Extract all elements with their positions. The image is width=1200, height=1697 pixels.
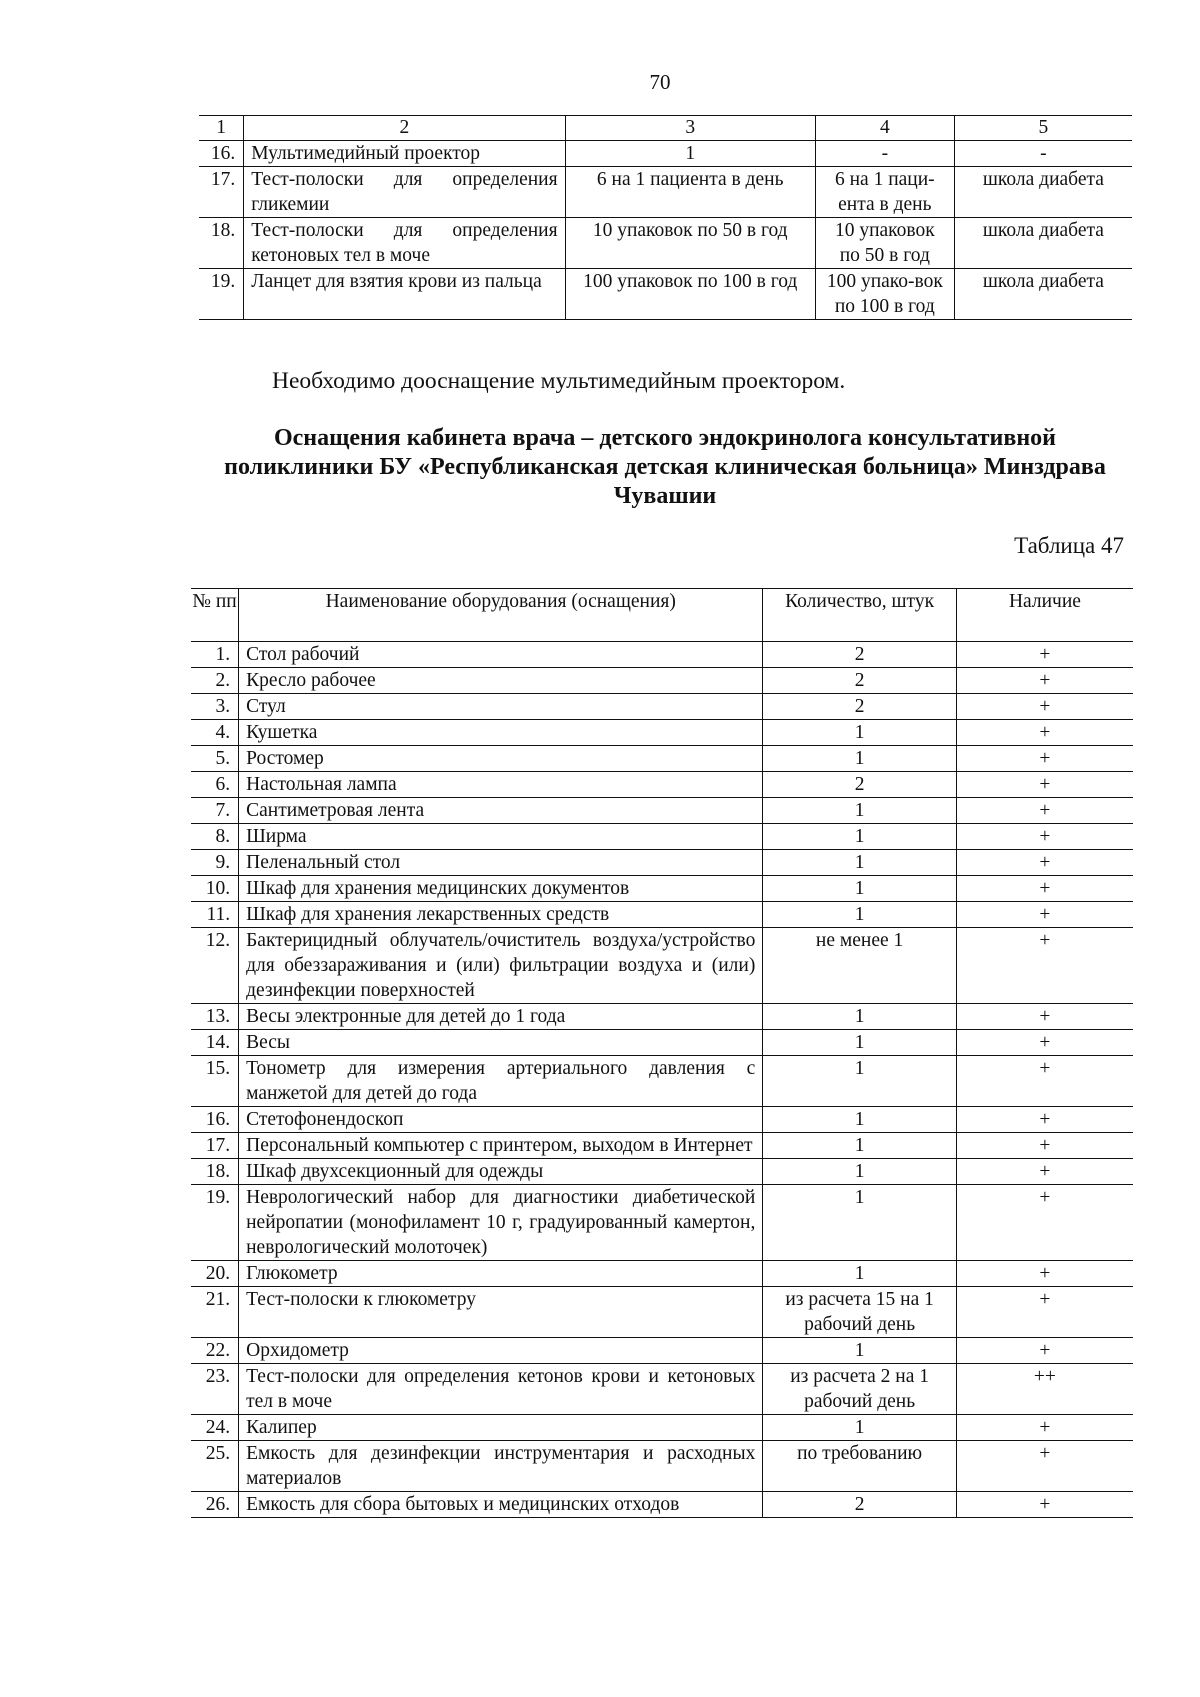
- item-availability: +: [956, 1338, 1133, 1364]
- item-name: Стетофонендоскоп: [239, 1107, 763, 1133]
- row-number: 26.: [191, 1492, 239, 1518]
- item-name: Бактерицидный облучатель/очиститель воздуха/устройство для обеззараживания и (или) фильтрации воздуха и (или) дезинфекции поверхностей: [239, 928, 763, 1004]
- item-quantity: 1: [763, 1261, 957, 1287]
- column-header-availability: Наличие: [956, 589, 1133, 642]
- table-row: [191, 720, 1133, 746]
- page-number: 70: [649, 70, 671, 94]
- item-name: Тест-полоски для определения гликемии: [244, 167, 565, 218]
- item-availability: +: [956, 798, 1133, 824]
- row-number: 19.: [199, 269, 244, 320]
- item-quantity: 1: [763, 1030, 957, 1056]
- item-quantity: по требованию: [763, 1441, 957, 1492]
- item-availability: +: [956, 1492, 1133, 1518]
- row-number: 13.: [191, 1004, 239, 1030]
- item-name: Стол рабочий: [239, 642, 763, 668]
- item-name: Мультимедийный проектор: [244, 141, 565, 167]
- item-quantity: 2: [763, 668, 957, 694]
- item-availability: ++: [956, 1364, 1133, 1415]
- column-header: 1: [199, 116, 244, 141]
- table-row: [191, 1338, 1133, 1364]
- item-name: Персональный компьютер с принтером, выходом в Интернет: [239, 1133, 763, 1159]
- row-number: 8.: [191, 824, 239, 850]
- item-name: Емкость для сбора бытовых и медицинских отходов: [239, 1492, 763, 1518]
- table-row: [191, 1441, 1133, 1492]
- item-name: Калипер: [239, 1415, 763, 1441]
- item-availability: +: [956, 1056, 1133, 1107]
- row-number: 24.: [191, 1415, 239, 1441]
- row-number: 16.: [199, 141, 244, 167]
- row-number: 15.: [191, 1056, 239, 1107]
- item-availability: +: [956, 1441, 1133, 1492]
- table-row: [199, 218, 1132, 269]
- column-header-name: Наименование оборудования (оснащения): [239, 589, 763, 642]
- cell-value: 100 упако-вок по 100 в год: [815, 269, 954, 320]
- row-number: 1.: [191, 642, 239, 668]
- table-row: [191, 876, 1133, 902]
- table-row: [191, 668, 1133, 694]
- item-availability: +: [956, 694, 1133, 720]
- row-number: 16.: [191, 1107, 239, 1133]
- row-number: 11.: [191, 902, 239, 928]
- item-name: Неврологический набор для диагностики диабетической нейропатии (монофиламент 10 г, градуированный камертон, неврологический молоточек): [239, 1185, 763, 1261]
- item-availability: +: [956, 1133, 1133, 1159]
- item-availability: +: [956, 1415, 1133, 1441]
- item-availability: +: [956, 876, 1133, 902]
- table-row: [191, 928, 1133, 1004]
- table-row: [191, 850, 1133, 876]
- row-number: 17.: [199, 167, 244, 218]
- item-availability: +: [956, 772, 1133, 798]
- item-name: Весы электронные для детей до 1 года: [239, 1004, 763, 1030]
- cell-value: -: [954, 141, 1132, 167]
- column-header: 4: [815, 116, 954, 141]
- item-availability: +: [956, 902, 1133, 928]
- item-availability: +: [956, 1107, 1133, 1133]
- table-row: [191, 1185, 1133, 1261]
- table-header-row: [199, 116, 1132, 141]
- row-number: 18.: [191, 1159, 239, 1185]
- cell-value: школа диабета: [954, 167, 1132, 218]
- table-row: [191, 1056, 1133, 1107]
- item-availability: +: [956, 746, 1133, 772]
- table-row: [191, 1415, 1133, 1441]
- item-availability: +: [956, 1287, 1133, 1338]
- item-quantity: из расчета 2 на 1 рабочий день: [763, 1364, 957, 1415]
- item-name: Пеленальный стол: [239, 850, 763, 876]
- item-quantity: 2: [763, 772, 957, 798]
- cell-value: 6 на 1 паци-ента в день: [815, 167, 954, 218]
- row-number: 10.: [191, 876, 239, 902]
- table-row: [191, 824, 1133, 850]
- item-availability: +: [956, 1159, 1133, 1185]
- item-name: Тест-полоски для определения кетоновых тел в моче: [244, 218, 565, 269]
- item-availability: +: [956, 928, 1133, 1004]
- item-availability: +: [956, 850, 1133, 876]
- note-text: Необходимо дооснащение мультимедийным проектором.: [272, 368, 846, 394]
- row-number: 22.: [191, 1338, 239, 1364]
- item-quantity: 1: [763, 1107, 957, 1133]
- item-name: Шкаф для хранения медицинских документов: [239, 876, 763, 902]
- table-row: [191, 1492, 1133, 1518]
- table-header-row: [191, 589, 1133, 642]
- column-header-quantity: Количество, штук: [763, 589, 957, 642]
- item-name: Тонометр для измерения артериального давления с манжетой для детей до года: [239, 1056, 763, 1107]
- item-quantity: 2: [763, 694, 957, 720]
- item-name: Ланцет для взятия крови из пальца: [244, 269, 565, 320]
- table-row: [199, 269, 1132, 320]
- item-name: Кушетка: [239, 720, 763, 746]
- item-name: Орхидометр: [239, 1338, 763, 1364]
- column-header: 5: [954, 116, 1132, 141]
- table-row: [191, 642, 1133, 668]
- cell-value: школа диабета: [954, 218, 1132, 269]
- row-number: 2.: [191, 668, 239, 694]
- table-row: [191, 1261, 1133, 1287]
- item-name: Шкаф двухсекционный для одежды: [239, 1159, 763, 1185]
- row-number: 6.: [191, 772, 239, 798]
- item-name: Шкаф для хранения лекарственных средств: [239, 902, 763, 928]
- item-quantity: 1: [763, 1338, 957, 1364]
- cell-value: 10 упаковок по 50 в год: [565, 218, 815, 269]
- table-caption: Таблица 47: [1014, 533, 1124, 558]
- item-quantity: 1: [763, 1185, 957, 1261]
- column-header: 3: [565, 116, 815, 141]
- table-row: [191, 1133, 1133, 1159]
- row-number: 4.: [191, 720, 239, 746]
- item-quantity: 1: [763, 720, 957, 746]
- item-availability: +: [956, 668, 1133, 694]
- row-number: 9.: [191, 850, 239, 876]
- item-name: Сантиметровая лента: [239, 798, 763, 824]
- item-name: Тест-полоски к глюкометру: [239, 1287, 763, 1338]
- table-row: [191, 1107, 1133, 1133]
- row-number: 14.: [191, 1030, 239, 1056]
- table-row: [191, 902, 1133, 928]
- row-number: 25.: [191, 1441, 239, 1492]
- item-quantity: 1: [763, 1004, 957, 1030]
- table-row: [191, 772, 1133, 798]
- row-number: 17.: [191, 1133, 239, 1159]
- item-quantity: 2: [763, 642, 957, 668]
- table-row: [199, 141, 1132, 167]
- item-availability: +: [956, 642, 1133, 668]
- item-name: Ширма: [239, 824, 763, 850]
- item-quantity: из расчета 15 на 1 рабочий день: [763, 1287, 957, 1338]
- item-quantity: 1: [763, 824, 957, 850]
- item-quantity: 1: [763, 850, 957, 876]
- item-quantity: 1: [763, 876, 957, 902]
- item-name: Весы: [239, 1030, 763, 1056]
- item-availability: +: [956, 1030, 1133, 1056]
- item-quantity: 1: [763, 1056, 957, 1107]
- row-number: 23.: [191, 1364, 239, 1415]
- table-row: [191, 1159, 1133, 1185]
- item-name: Настольная лампа: [239, 772, 763, 798]
- row-number: 20.: [191, 1261, 239, 1287]
- row-number: 3.: [191, 694, 239, 720]
- table-row: [199, 167, 1132, 218]
- row-number: 12.: [191, 928, 239, 1004]
- equipment-table: [191, 588, 1133, 1518]
- item-name: Ростомер: [239, 746, 763, 772]
- table-row: [191, 1004, 1133, 1030]
- row-number: 19.: [191, 1185, 239, 1261]
- cell-value: школа диабета: [954, 269, 1132, 320]
- cell-value: 1: [565, 141, 815, 167]
- row-number: 18.: [199, 218, 244, 269]
- item-availability: +: [956, 720, 1133, 746]
- item-quantity: 1: [763, 1159, 957, 1185]
- cell-value: -: [815, 141, 954, 167]
- item-quantity: 1: [763, 1415, 957, 1441]
- item-availability: +: [956, 1004, 1133, 1030]
- item-availability: +: [956, 824, 1133, 850]
- table-row: [191, 1030, 1133, 1056]
- cell-value: 6 на 1 пациента в день: [565, 167, 815, 218]
- equipment-table-continued: [199, 115, 1132, 320]
- cell-value: 10 упаковок по 50 в год: [815, 218, 954, 269]
- cell-value: 100 упаковок по 100 в год: [565, 269, 815, 320]
- item-name: Емкость для дезинфекции инструментария и расходных материалов: [239, 1441, 763, 1492]
- item-quantity: 1: [763, 746, 957, 772]
- item-availability: +: [956, 1185, 1133, 1261]
- row-number: 21.: [191, 1287, 239, 1338]
- item-quantity: 2: [763, 1492, 957, 1518]
- table-row: [191, 1287, 1133, 1338]
- item-name: Тест-полоски для определения кетонов крови и кетоновых тел в моче: [239, 1364, 763, 1415]
- item-quantity: не менее 1: [763, 928, 957, 1004]
- item-name: Стул: [239, 694, 763, 720]
- table-row: [191, 1364, 1133, 1415]
- column-header-number: № пп: [191, 589, 239, 642]
- item-name: Кресло рабочее: [239, 668, 763, 694]
- table-row: [191, 694, 1133, 720]
- column-header: 2: [244, 116, 565, 141]
- item-quantity: 1: [763, 1133, 957, 1159]
- row-number: 5.: [191, 746, 239, 772]
- table-row: [191, 798, 1133, 824]
- row-number: 7.: [191, 798, 239, 824]
- item-quantity: 1: [763, 798, 957, 824]
- table-row: [191, 746, 1133, 772]
- item-name: Глюкометр: [239, 1261, 763, 1287]
- section-heading: Оснащения кабинета врача – детского эндокринолога консультативной поликлиники БУ «Республиканская детская клиническая больница» Минздрава Чувашии: [224, 425, 1106, 509]
- item-quantity: 1: [763, 902, 957, 928]
- item-availability: +: [956, 1261, 1133, 1287]
